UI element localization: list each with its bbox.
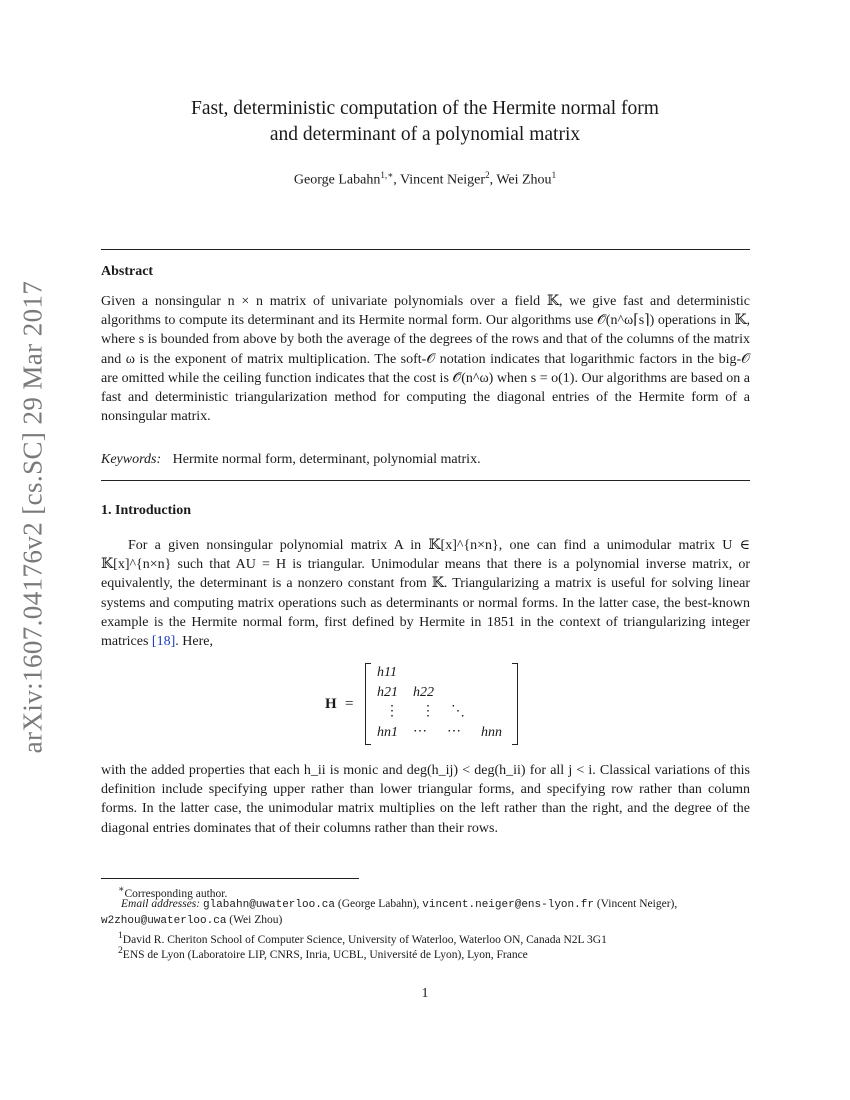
arxiv-id-text: arXiv:1607.04176v2 [cs.SC] 29 Mar 2017 — [17, 280, 48, 754]
email-zhou[interactable]: w2zhou@uwaterloo.ca — [101, 915, 227, 927]
affiliation-1-text: David R. Cheriton School of Computer Science, University of Waterloo, Waterloo ON, Canada N2L 3G1 — [122, 933, 607, 946]
matrix-entry-hnn: hnn — [481, 725, 502, 740]
author-labahn-affil: 1,∗ — [380, 170, 394, 180]
matrix-vdots-col2: ⋮ — [421, 704, 435, 719]
page-number: 1 — [421, 986, 429, 1001]
keywords-label: Keywords: — [101, 452, 162, 467]
matrix-entry-h11: h11 — [377, 665, 397, 680]
footnote-rule — [101, 878, 359, 879]
footnote-corresponding: ∗Corresponding author. — [118, 884, 228, 900]
hermite-matrix-display — [325, 663, 525, 743]
author-list: George Labahn$^{1,∗}$, Vincent Neiger$^2$, Wei Zhou$^1$ — [293, 170, 557, 188]
section-heading-introduction: 1. Introduction — [101, 503, 191, 518]
email-zhou-name: (Wei Zhou) — [229, 914, 283, 926]
email-label: Email addresses: — [121, 898, 201, 910]
matrix-entry-h22: h22 — [413, 685, 434, 700]
author-labahn: George Labahn — [293, 172, 381, 188]
email-neiger[interactable]: vincent.neiger@ens-lyon.fr — [422, 899, 594, 911]
title-line-2: and determinant of a polynomial matrix — [269, 124, 581, 145]
abstract-body: Given a nonsingular n × n matrix of univariate polynomials over a field 𝕂, we give fast and deterministic algorithms to compute its determinant and its Hermite normal form. Our algorithms use 𝒪̃(n^ω⌈s⌉) operations in 𝕂, where s is bounded from above by both the average of the degrees of the rows and that of the columns of the matrix and ω is the exponent of matrix multiplication. The soft-𝒪 notation indicates that logarithmic factors in the big-𝒪 are omitted while the ceiling function indicates that the cost is 𝒪̃(n^ω) when s = o(1). Our algorithms are based on a fast and deterministic triangularization method for computing the diagonal entries of the Hermite form of a nonsingular matrix. — [101, 294, 750, 425]
footnote-affiliation-2: $^2$ENS de Lyon (Laboratoire LIP, CNRS, Inria, UCBL, Université de Lyon), Lyon, France — [118, 945, 528, 961]
intro-paragraph-1 — [101, 536, 750, 651]
footnote-corresponding-text: Corresponding author. — [124, 887, 228, 900]
title-line-1: Fast, deterministic computation of the Hermite normal form — [191, 98, 659, 119]
matrix-symbol-h: H — [325, 696, 337, 712]
abstract-heading: Abstract — [101, 264, 154, 279]
matrix-entry-hn1: hn1 — [377, 725, 398, 740]
affiliation-2-text: ENS de Lyon (Laboratoire LIP, CNRS, Inria, UCBL, Université de Lyon), Lyon, France — [122, 948, 528, 961]
matrix-right-bracket — [512, 663, 518, 745]
intro-p1-tail: . Here, — [175, 634, 213, 650]
author-zhou-affil: 1 — [551, 170, 557, 180]
author-neiger-affil: 2 — [485, 170, 490, 180]
matrix-vdots-col1: ⋮ — [385, 704, 399, 719]
author-zhou: Wei Zhou — [496, 172, 552, 188]
citation-link-18[interactable]: [18] — [151, 634, 176, 650]
arxiv-identifier-margin — [8, 262, 58, 772]
keywords-text: Hermite normal form, determinant, polynomial matrix. — [172, 452, 481, 467]
matrix-entry-h21: h21 — [377, 685, 398, 700]
email-neiger-name: (Vincent Neiger), — [596, 898, 678, 910]
author-neiger: Vincent Neiger — [399, 172, 486, 188]
abstract-top-rule — [101, 249, 750, 250]
email-labahn-name: (George Labahn), — [337, 898, 420, 910]
footnote-affiliation-1: $^1$David R. Cheriton School of Computer Science, University of Waterloo, Waterloo ON, Canada N2L 3G1 — [118, 930, 607, 946]
keywords-line — [101, 452, 481, 468]
matrix-cdots-2: ⋯ — [447, 724, 461, 739]
intro-p1-text: For a given nonsingular polynomial matrix A in 𝕂[x]^{n×n}, one can find a unimodular matrix U ∈ 𝕂[x]^{n×n} such that AU = H is triangular. Unimodular means that there is a polynomial inverse matrix, or equivalently, the determinant is a nonzero constant from 𝕂. Triangularizing a matrix is useful for solving linear systems and computing matrix operations such as determinants or normal forms. In the latter case, the best-known example is the Hermite normal form, first defined by Hermite in 1851 in the context of triangularizing integer matrices — [101, 538, 750, 650]
abstract-bottom-rule — [101, 480, 750, 481]
intro-paragraph-2: with the added properties that each h_ii is monic and deg(h_ij) < deg(h_ii) for all j < i. Classical variations of this definition include specifying upper rather than lower triangular forms, and specifying row rather than column forms. In the latter case, the unimodular matrix multiplies on the left rather than the right, and the degree of the diagonal entries dominates that of their columns rather than their rows. — [101, 763, 750, 836]
email-labahn[interactable]: glabahn@uwaterloo.ca — [202, 899, 336, 911]
footnote-emails — [101, 897, 750, 929]
paper-title — [100, 96, 750, 148]
matrix-left-bracket — [365, 663, 371, 745]
matrix-ddots: ⋱ — [451, 704, 465, 719]
matrix-equals: = — [345, 696, 354, 712]
matrix-cdots-1: ⋯ — [413, 724, 427, 739]
